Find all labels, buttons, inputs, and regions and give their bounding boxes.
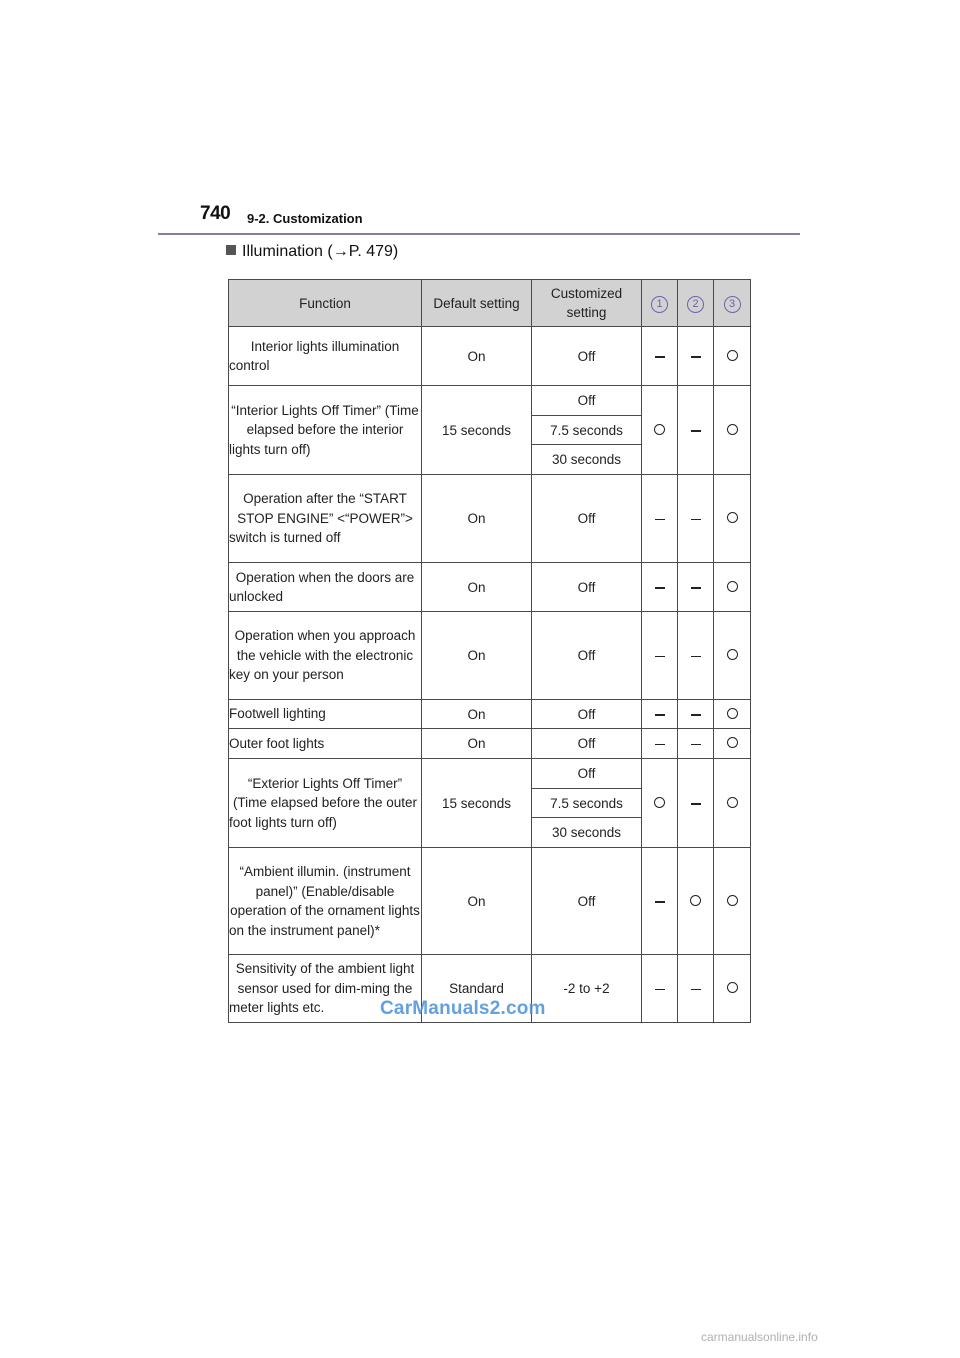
table-row [229,563,751,612]
cell-mark-3 [714,475,751,563]
cell-customized-setting: 7.5 seconds [532,789,642,818]
cell-customized-setting: Off [532,848,642,955]
cell-mark-2 [678,563,714,612]
table-row [229,612,751,700]
circle-mark-icon [727,982,738,993]
cell-mark-1 [642,729,678,759]
cell-mark-1 [642,475,678,563]
cell-mark-1 [642,563,678,612]
cell-customized-setting: 7.5 seconds [532,416,642,445]
circle-mark-icon [727,581,738,592]
cell-mark-1 [642,955,678,1023]
circled-number-2: 2 [687,296,704,313]
dash-mark-icon [691,587,701,589]
cell-mark-3 [714,386,751,475]
cell-customized-setting: 30 seconds [532,818,642,848]
cell-customized-setting: Off [532,386,642,416]
dash-mark-icon [655,744,665,746]
cell-default-setting: On [422,612,532,700]
cell-mark-1 [642,700,678,729]
cell-function: Footwell lighting [229,700,422,729]
cell-customized-setting: Off [532,612,642,700]
page-number: 740 [200,203,231,224]
cell-function: “Interior Lights Off Timer” (Time elapsed before the interior lights turn off) [229,386,422,475]
customization-table [228,279,751,1023]
cell-mark-2 [678,700,714,729]
dash-mark-icon [691,803,701,805]
circle-mark-icon [727,737,738,748]
dash-mark-icon [691,744,701,746]
cell-mark-2 [678,612,714,700]
cell-default-setting: On [422,729,532,759]
table-body [229,327,751,1023]
header-customized-label: Customized setting [550,286,623,320]
cell-customized-setting: -2 to +2 [532,955,642,1023]
cell-mark-1 [642,386,678,475]
cell-mark-3 [714,759,751,848]
table-header-row [229,280,751,327]
subheading-text: Illumination (→P. 479) [242,243,399,260]
table-row [229,475,751,563]
dash-mark-icon [655,656,665,658]
footer-site: carmanualsonline.info [701,1330,818,1344]
subheading [226,243,398,261]
cell-customized-setting: Off [532,475,642,563]
cell-function: Operation when the doors are unlocked [229,563,422,612]
cell-mark-1 [642,327,678,386]
dash-mark-icon [691,430,701,432]
section-title: 9-2. Customization [247,211,363,226]
circle-mark-icon [727,424,738,435]
cell-mark-2 [678,729,714,759]
dash-mark-icon [655,356,665,358]
header-rule [158,233,800,235]
header-function: Function [229,280,422,327]
circle-mark-icon [727,708,738,719]
cell-customized-setting: Off [532,729,642,759]
table-row [229,848,751,955]
dash-mark-icon [655,714,665,716]
cell-default-setting: Standard [422,955,532,1023]
dash-mark-icon [691,656,701,658]
cell-mark-1 [642,612,678,700]
header-col-2 [678,280,714,327]
circle-mark-icon [654,797,665,808]
circle-mark-icon [727,895,738,906]
cell-default-setting: 15 seconds [422,386,532,475]
cell-mark-3 [714,700,751,729]
cell-mark-2 [678,386,714,475]
cell-mark-2 [678,475,714,563]
cell-customized-setting: Off [532,327,642,386]
header-col-3 [714,280,751,327]
cell-default-setting: On [422,327,532,386]
cell-default-setting: On [422,700,532,729]
cell-mark-2 [678,327,714,386]
dash-mark-icon [691,989,701,991]
cell-default-setting: On [422,848,532,955]
cell-function: “Exterior Lights Off Timer” (Time elapsed before the outer foot lights turn off) [229,759,422,848]
dash-mark-icon [691,356,701,358]
dash-mark-icon [655,519,665,521]
table-row [229,729,751,759]
cell-mark-3 [714,729,751,759]
circle-mark-icon [727,512,738,523]
circle-mark-icon [727,797,738,808]
cell-mark-3 [714,848,751,955]
header-col-1 [642,280,678,327]
dash-mark-icon [655,901,665,903]
cell-mark-2 [678,848,714,955]
cell-customized-setting: 30 seconds [532,445,642,475]
cell-mark-3 [714,327,751,386]
dash-mark-icon [691,519,701,521]
cell-function: Outer foot lights [229,729,422,759]
cell-customized-setting: Off [532,700,642,729]
dash-mark-icon [655,989,665,991]
dash-mark-icon [691,714,701,716]
cell-customized-setting: Off [532,563,642,612]
table-row [229,327,751,386]
cell-function: Operation after the “START STOP ENGINE” <“POWER”> switch is turned off [229,475,422,563]
circle-mark-icon [727,350,738,361]
circle-mark-icon [727,649,738,660]
square-bullet-icon [226,245,236,255]
circled-number-3: 3 [724,296,741,313]
cell-default-setting: On [422,563,532,612]
dash-mark-icon [655,587,665,589]
watermark: CarManuals2.com [380,998,546,1019]
cell-mark-3 [714,955,751,1023]
cell-function: “Ambient illumin. (instrument panel)” (Enable/disable operation of the ornament lights on the instrument panel)* [229,848,422,955]
cell-mark-2 [678,759,714,848]
circle-mark-icon [690,895,701,906]
cell-default-setting: 15 seconds [422,759,532,848]
cell-mark-3 [714,612,751,700]
header-default-setting: Default setting [422,280,532,327]
cell-mark-1 [642,848,678,955]
cell-function: Sensitivity of the ambient light sensor used for dim-ming the meter lights etc. [229,955,422,1023]
cell-mark-3 [714,563,751,612]
header-customized-setting [532,280,642,327]
table-row [229,759,751,789]
cell-customized-setting: Off [532,759,642,789]
circle-mark-icon [654,424,665,435]
table-row [229,700,751,729]
cell-mark-1 [642,759,678,848]
cell-default-setting: On [422,475,532,563]
circled-number-1: 1 [651,296,668,313]
cell-function: Interior lights illumination control [229,327,422,386]
cell-function: Operation when you approach the vehicle with the electronic key on your person [229,612,422,700]
table-row [229,386,751,416]
cell-mark-2 [678,955,714,1023]
